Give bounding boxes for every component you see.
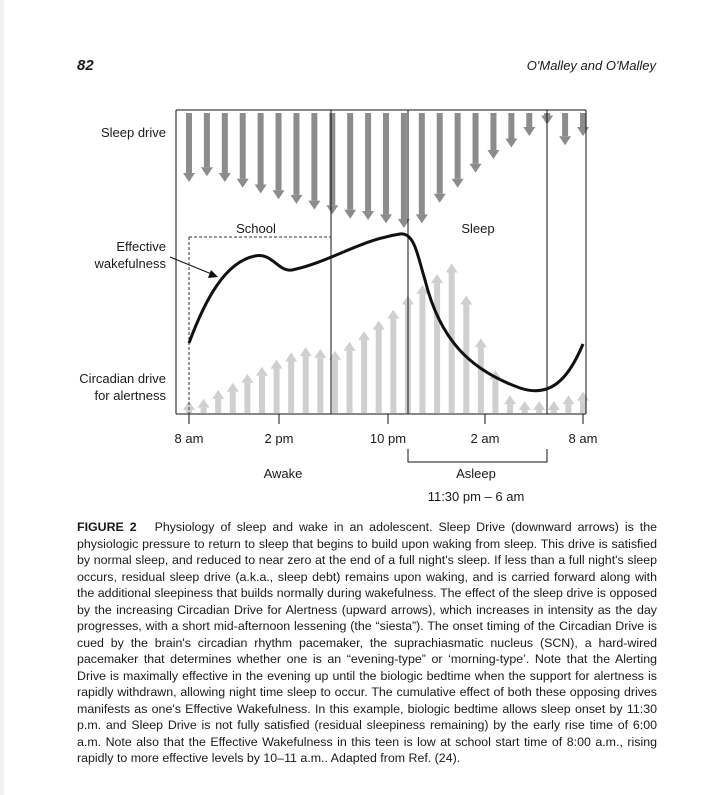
sleep-drive-arrows	[183, 113, 589, 228]
circadian-drive-arrow	[300, 347, 312, 413]
circadian-drive-arrow	[227, 383, 239, 413]
sleep-drive-arrow	[523, 113, 535, 136]
sleep-drive-arrow	[416, 113, 428, 223]
circadian-drive-arrow	[387, 310, 399, 413]
asleep-window-label: 11:30 pm – 6 am	[427, 489, 525, 504]
circadian-drive-arrow	[344, 342, 356, 413]
sleep-label: Sleep	[461, 221, 495, 236]
circadian-drive-arrow	[271, 360, 283, 413]
sleep-drive-arrow	[380, 113, 392, 223]
sleep-drive-arrow	[344, 113, 356, 219]
x-tick-label: 10 pm	[369, 431, 407, 446]
x-tick-label: 2 am	[470, 431, 500, 446]
circadian-drive-arrow	[577, 392, 589, 413]
effective-wakefulness-label-line-2: wakefulness	[94, 256, 166, 271]
sleep-drive-arrow	[577, 113, 589, 136]
circadian-drive-arrow	[548, 401, 560, 413]
sleep-drive-arrow	[237, 113, 249, 188]
sleep-drive-arrow	[470, 113, 482, 173]
running-title: O'Malley and O'Malley	[526, 58, 656, 73]
label-pointer-line	[170, 257, 214, 275]
circadian-drive-arrow	[519, 401, 531, 413]
circadian-drive-arrow	[212, 390, 224, 413]
awake-label: Awake	[263, 466, 303, 481]
circadian-drive-label-line-1: Circadian drive	[79, 371, 166, 386]
page-number: 82	[77, 57, 94, 74]
circadian-drive-arrow	[533, 401, 545, 413]
label-pointer-arrowhead	[208, 270, 218, 278]
effective-wakefulness-label	[40, 238, 166, 272]
sleep-drive-arrow	[452, 113, 464, 188]
sleep-drive-arrow	[273, 113, 285, 199]
circadian-drive-arrow	[562, 395, 574, 413]
school-label: School	[236, 221, 276, 236]
caption-text: Physiology of sleep and wake in an adolescent. Sleep Drive (downward arrows) is the physiologic pressure to return to sleep that begins to build upon waking from sleep. This drive is satisfied by normal sleep, and reduced to near zero at the end of a full night's sleep. If less than a full night's sleep occurs, residual sleep drive (a.k.a., sleep debt) remains upon waking, and is carried forward along with the additional sleepiness that builds normally during wakefulness. The effect of the sleep drive is opposed by the increasing Circadian Drive for Alertness (upward arrows), which increases in intensity as the day progresses, with a short mid-afternoon lessening (the “siesta”). The onset timing of the Circadian Drive is cued by the brain's circadian rhythm pacemaker, the suprachiasmatic nucleus (SCN), a hard-wired pacemaker that determines whether one is an “evening-type” or ‘morning-type’. Note that the Alerting Drive is maximally effective in the evening up until the biologic bedtime when the support for alertness is rapidly withdrawn, allowing night time sleep to occur. The cumulative effect of both these opposing drives manifests as one's Effective Wakefulness. In this example, biologic bedtime allows sleep onset by 11:30 p.m. and Sleep Drive is not fully satisfied (residual sleepiness remaining) by the early rise time of 6:00 a.m. Note also that the Effective Wakefulness in this teen is low at school start time of 8:00 a.m., rising rapidly to more effective levels by 10–11 a.m.. Adapted from Ref. (24).	[77, 520, 658, 765]
effective-wakefulness-curve	[189, 234, 583, 391]
sleep-drive-arrow	[326, 113, 338, 214]
circadian-drive-arrow	[373, 320, 385, 413]
sleep-drive-arrow	[362, 113, 374, 220]
sleep-drive-arrow	[290, 113, 302, 204]
sleep-drive-label: Sleep drive	[100, 125, 166, 140]
sleep-drive-arrow	[201, 113, 213, 176]
circadian-drive-arrow	[256, 367, 268, 413]
effective-wakefulness-label-line-1: Effective	[116, 239, 166, 254]
sleep-drive-arrow	[255, 113, 267, 194]
sleep-drive-arrow	[487, 113, 499, 159]
circadian-drive-label-line-2: for alertness	[94, 388, 166, 403]
circadian-drive-label	[40, 370, 166, 404]
asleep-label: Asleep	[456, 466, 496, 481]
sleep-drive-arrow	[308, 113, 320, 210]
x-tick-label: 8 am	[568, 431, 598, 446]
circadian-drive-arrow	[198, 399, 210, 413]
circadian-drive-arrow	[504, 395, 516, 413]
x-tick-label: 2 pm	[264, 431, 294, 446]
sleep-drive-arrow	[219, 113, 231, 182]
circadian-drive-arrow	[475, 338, 487, 413]
sleep-drive-arrow	[183, 113, 195, 182]
sleep-drive-arrow	[505, 113, 517, 148]
circadian-drive-arrow	[358, 331, 370, 413]
asleep-bracket	[408, 449, 547, 462]
circadian-drive-arrow	[285, 352, 297, 413]
circadian-drive-arrow	[431, 274, 443, 413]
caption-label: FIGURE 2	[77, 520, 137, 534]
sleep-drive-arrow	[434, 113, 446, 203]
figure-caption	[77, 519, 657, 767]
x-tick-label: 8 am	[174, 431, 204, 446]
circadian-drive-arrow	[416, 285, 428, 413]
sleep-drive-arrow	[559, 113, 571, 145]
circadian-drive-arrow	[241, 374, 253, 413]
circadian-drive-arrow	[314, 349, 326, 413]
